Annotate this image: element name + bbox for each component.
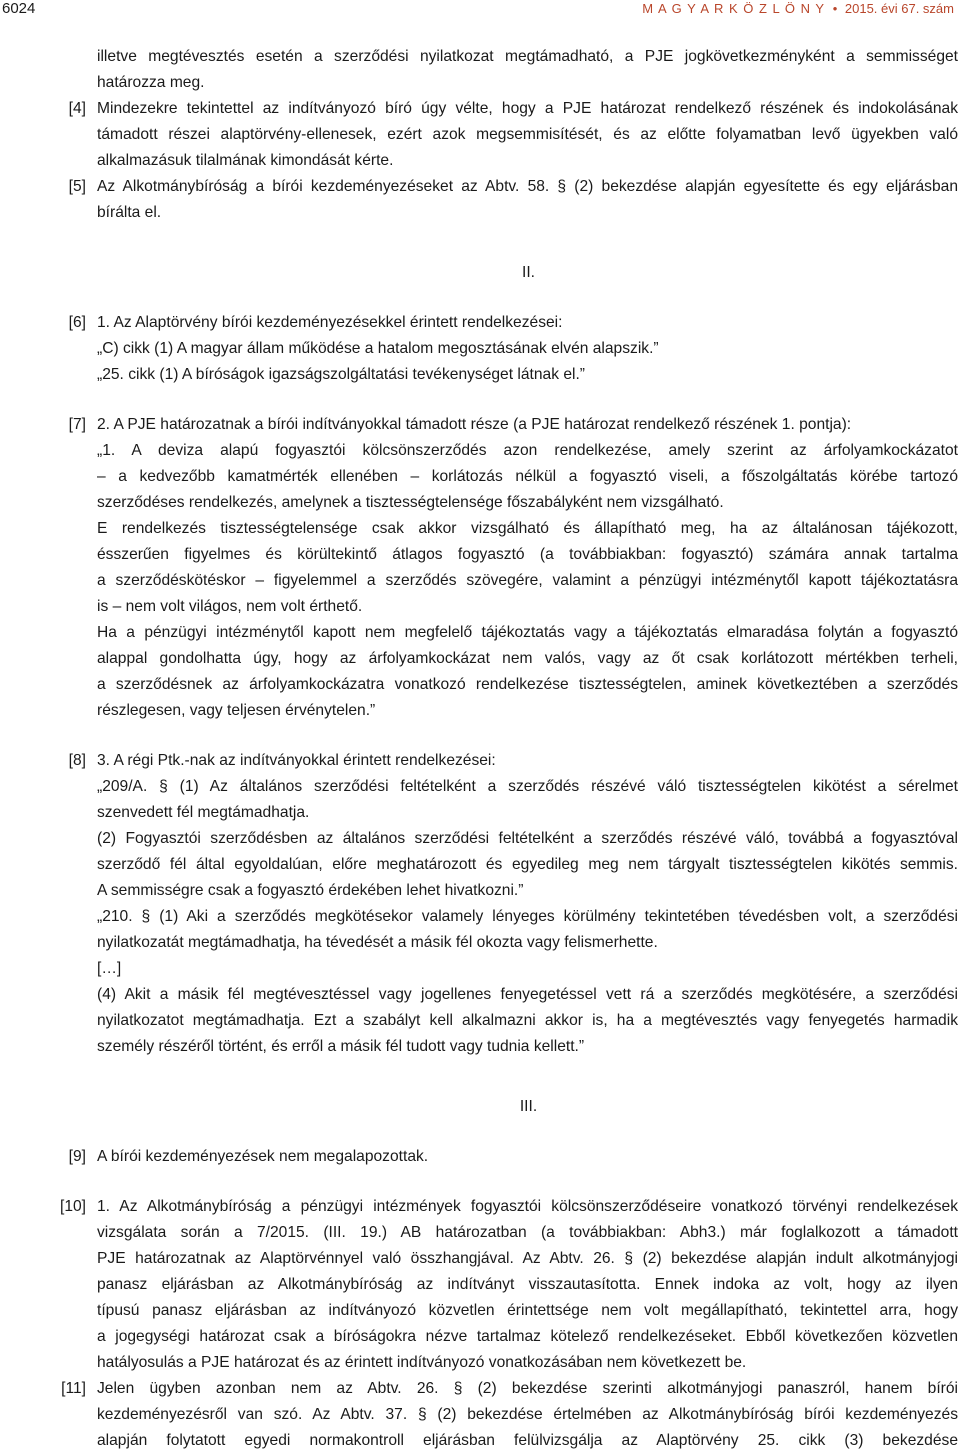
document-body <box>0 44 960 1454</box>
paragraph-7 <box>0 412 960 724</box>
text-line: bírálta el. <box>97 204 162 221</box>
paragraph-number: [5] <box>68 178 86 195</box>
paragraph-6 <box>0 310 960 388</box>
section-heading-ii: II. <box>522 264 535 281</box>
text-line: ésszerűen figyelmes és körültekintő átlagos fogyasztó (a továbbiakban: fogyasztó) számára annak tartalma <box>97 546 958 563</box>
text-line: kezdeményezésről van szó. Az Abtv. 37. § (2) bekezdése értelmében az Alkotmánybíróság bírói kezdeményezés <box>97 1406 958 1423</box>
text-line: a jogegységi határozat csak a bíróságokra nézve tartalmaz kötelező rendelkezéseket. Ebből következően közvetlen <box>97 1328 958 1345</box>
text-line: „1. A deviza alapú fogyasztói kölcsönszerződés azon rendelkezése, amely szerint az árfolyamkockázatot <box>97 442 958 459</box>
paragraph-number: [9] <box>68 1148 86 1165</box>
paragraph-number: [4] <box>68 100 86 117</box>
text-line: illetve megtévesztés esetén a szerződési nyilatkozat megtámadható, a PJE jogkövetkezményként a semmisséget <box>97 48 958 65</box>
text-line: panasz eljárásban az Alkotmánybíróság az indítványt visszautasította. Ennek indoka az volt, hogy az ilyen <box>97 1276 958 1293</box>
text-line: Az Alkotmánybíróság a bírói kezdeményezéseket az Abtv. 58. § (2) bekezdése alapján egyesítette és egy eljárásban <box>97 178 958 195</box>
intro-paragraph <box>0 44 960 96</box>
paragraph-11 <box>0 1376 960 1454</box>
text-line: „210. § (1) Aki a szerződés megkötésekor valamely lényeges körülmény tekintetében tévedésben volt, a szerződési <box>97 908 958 925</box>
text-line: részlegesen, vagy teljesen érvénytelen.” <box>97 702 376 719</box>
text-line: alappal gondolhatta úgy, hogy az árfolyamkockázat nem valós, vagy az őt csak korlátozott mértékben terheli, <box>97 650 958 667</box>
text-line: Mindezekre tekintettel az indítványozó bíró úgy vélte, hogy a PJE határozat rendelkező részének és indokolásának <box>97 100 958 117</box>
paragraph-number: [8] <box>68 752 86 769</box>
text-line: A semmisségre csak a fogyasztó érdekében lehet hivatkozni.” <box>97 882 524 899</box>
section-heading-iii: III. <box>519 1098 538 1115</box>
text-line: szenvedett fél megtámadhatja. <box>97 804 310 821</box>
text-line: a szerződéskötéskor – figyelemmel a szerződés szövegére, valamint a pénzügyi intézménytől kapott tájékoztatásra <box>97 572 958 589</box>
text-line: alkalmazásuk tilalmának kimondását kérte. <box>97 152 394 169</box>
journal-title: M A G Y A R K Ö Z L Ö N Y <box>642 1 826 16</box>
paragraph-number: [10] <box>59 1198 86 1215</box>
paragraph-number: [11] <box>61 1380 86 1397</box>
text-line: PJE határozatnak az Alaptörvénnyel való összhangjával. Az Abtv. 26. § (2) bekezdése alapján indult alkotmányjogi <box>97 1250 958 1267</box>
text-line: Ha a pénzügyi intézménytől kapott nem megfelelő tájékoztatás vagy a tájékoztatás elmaradása folytán a fogyasztó <box>97 624 958 641</box>
text-line: is – nem volt világos, nem volt érthető. <box>97 598 363 615</box>
text-line: Jelen ügyben azonban nem az Abtv. 26. § (2) bekezdése szerinti alkotmányjogi panaszról, hanem bírói <box>97 1380 958 1397</box>
paragraph-number: [6] <box>68 314 86 331</box>
paragraph-8 <box>0 748 960 1060</box>
text-line: személy részéről történt, és erről a másik fél tudott vagy tudnia kellett.” <box>97 1038 585 1055</box>
text-line: hatályosulás a PJE határozat és az érintett indítványozó vonatkozásában nem következett be. <box>97 1354 747 1371</box>
text-line: a szerződésnek az árfolyamkockázatra vonatkozó rendelkezése tisztességtelen, aminek következtében a szerződés <box>97 676 958 693</box>
text-line: […] <box>97 960 122 977</box>
text-line: „209/A. § (1) Az általános szerződési feltételként a szerződés részévé váló tisztességtelen kikötést a sérelmet <box>97 778 958 795</box>
text-line: (4) Akit a másik fél megtévesztéssel vagy jogellenes fenyegetéssel vett rá a szerződés megkötésére, a szerződési <box>97 986 958 1003</box>
text-line: nyilatkozatát megtámadhatja, ha tévedését a másik fél okozta vagy felismerhette. <box>97 934 658 951</box>
paragraph-10 <box>0 1194 960 1376</box>
text-line: E rendelkezés tisztességtelensége csak akkor vizsgálható és állapítható meg, ha az általánosan tájékozott, <box>97 520 958 537</box>
text-line: 2. A PJE határozatnak a bírói indítványokkal támadott része (a PJE határozat rendelkező részének 1. pontja): <box>97 416 852 433</box>
paragraph-5 <box>0 174 960 226</box>
text-line: szerződő fél által egyoldalúan, előre meghatározott és egyedileg meg nem tárgyalt tisztességtelen kikötés semmis. <box>97 856 958 873</box>
page-number: 6024 <box>2 0 36 17</box>
paragraph-number: [7] <box>68 416 86 433</box>
page-header <box>0 0 960 22</box>
text-line: típusú panasz eljárásban az indítványozó közvetlen érintettsége nem volt megállapítható, tekintettel arra, hogy <box>97 1302 958 1319</box>
text-line: vizsgálata során a 7/2015. (III. 19.) AB határozatban (a továbbiakban: Abh3.) már foglalkozott a támadott <box>97 1224 958 1241</box>
text-line: (2) Fogyasztói szerződésben az általános szerződési feltételként a szerződés részévé váló, továbbá a fogyasztóval <box>97 830 958 847</box>
text-line: határozza meg. <box>97 74 205 91</box>
text-line: „C) cikk (1) A magyar állam működése a hatalom megosztásának elvén alapszik.” <box>97 340 659 357</box>
running-head <box>642 1 954 16</box>
text-line: 3. A régi Ptk.-nak az indítványokkal érintett rendelkezései: <box>97 752 496 769</box>
bullet-separator: • <box>832 1 838 16</box>
text-line: alapján folytatott egyedi normakontroll eljárásban felülvizsgálja az Alaptörvény 25. cikk (3) bekezdése <box>97 1432 958 1449</box>
paragraph-4 <box>0 96 960 174</box>
text-line: támadott részei alaptörvény-ellenesek, ezért azok megsemmisítését, és az előtte folyamatban levő ügyekben való <box>97 126 958 143</box>
text-line: – a kedvezőbb kamatmérték ellenében – korlátozás nélkül a fogyasztó viseli, a főszolgáltatás körébe tartozó <box>97 468 958 485</box>
text-line: 1. Az Alkotmánybíróság a pénzügyi intézmények fogyasztói kölcsönszerződéseire vonatkozó törvényi rendelkezések <box>97 1198 958 1215</box>
text-line: nyilatkozatot megtámadhatja. Ezt a szabályt kell alkalmazni akkor is, ha a megtévesztés vagy fenyegetés harmadik <box>97 1012 958 1029</box>
issue-info: 2015. évi 67. szám <box>844 1 954 16</box>
paragraph-9 <box>0 1144 960 1170</box>
text-line: szerződéses rendelkezés, amelynek a tisztességtelensége főszabályként nem vizsgálható. <box>97 494 724 511</box>
text-line: „25. cikk (1) A bíróságok igazságszolgáltatási tevékenységet látnak el.” <box>97 366 585 383</box>
text-line: A bírói kezdeményezések nem megalapozottak. <box>97 1148 429 1165</box>
text-line: 1. Az Alaptörvény bírói kezdeményezésekkel érintett rendelkezései: <box>97 314 563 331</box>
